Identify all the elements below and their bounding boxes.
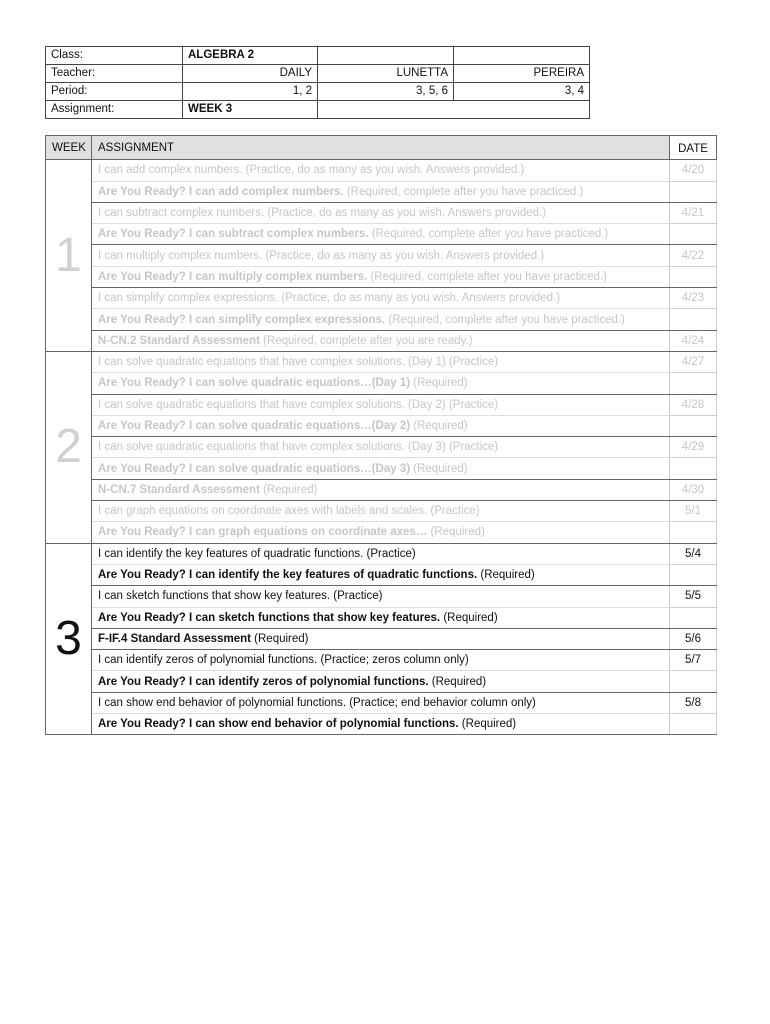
due-date bbox=[670, 415, 717, 436]
required-assignment bbox=[92, 671, 670, 692]
assignment-title: Are You Ready? I can subtract complex numbers. bbox=[98, 228, 369, 241]
table-row bbox=[46, 458, 717, 479]
assignment-title: Are You Ready? I can multiply complex numbers. bbox=[98, 270, 368, 283]
practice-assignment: I can multiply complex numbers. (Practice, do as many as you wish. Answers provided.) bbox=[92, 245, 670, 266]
due-date: 4/22 bbox=[670, 245, 717, 266]
teacher-row bbox=[46, 65, 590, 83]
due-date: 5/7 bbox=[670, 650, 717, 671]
required-assignment bbox=[92, 415, 670, 436]
required-assignment bbox=[92, 266, 670, 287]
assignment-note: (Required, complete after you have practiced.) bbox=[343, 185, 584, 198]
class-value: ALGEBRA 2 bbox=[183, 47, 318, 65]
assignment-title: Are You Ready? I can sketch functions that show key features. bbox=[98, 611, 441, 624]
assignment-title: Are You Ready? I can simplify complex expressions. bbox=[98, 313, 386, 326]
assignment-note: (Required, complete after you have practiced.) bbox=[368, 228, 609, 241]
assignment-schedule-table bbox=[45, 135, 717, 735]
assignment-note: (Required) bbox=[410, 420, 468, 432]
table-header-row bbox=[46, 136, 717, 160]
due-date: 4/29 bbox=[670, 437, 717, 458]
practice-assignment: I can solve quadratic equations that have complex solutions. (Day 3) (Practice) bbox=[92, 437, 670, 458]
due-date: 5/1 bbox=[670, 501, 717, 522]
practice-assignment: I can subtract complex numbers. (Practice, do as many as you wish. Answers provided.) bbox=[92, 202, 670, 223]
week-number: 2 bbox=[46, 351, 92, 543]
table-row bbox=[46, 394, 717, 415]
table-row bbox=[46, 351, 717, 372]
empty-cell bbox=[318, 47, 454, 65]
required-assignment bbox=[92, 330, 670, 351]
assignment-title: Are You Ready? I can solve quadratic equations…(Day 3) bbox=[98, 462, 411, 475]
due-date: 5/4 bbox=[670, 543, 717, 564]
teacher-lunetta: LUNETTA bbox=[318, 65, 454, 83]
teacher-label: Teacher: bbox=[46, 65, 183, 83]
date-column-header: DATE bbox=[670, 136, 717, 160]
assignment-label: Assignment: bbox=[46, 101, 183, 119]
practice-assignment: I can solve quadratic equations that have complex solutions. (Day 2) (Practice) bbox=[92, 394, 670, 415]
table-row bbox=[46, 522, 717, 543]
required-assignment bbox=[92, 564, 670, 585]
required-assignment bbox=[92, 607, 670, 628]
practice-assignment: I can identify zeros of polynomial functions. (Practice; zeros column only) bbox=[92, 650, 670, 671]
table-row bbox=[46, 671, 717, 692]
required-assignment bbox=[92, 224, 670, 245]
assignment-note: (Required) bbox=[250, 632, 309, 645]
period-pereira: 3, 4 bbox=[454, 83, 590, 101]
due-date bbox=[670, 373, 717, 394]
required-assignment bbox=[92, 181, 670, 202]
required-assignment bbox=[92, 628, 670, 649]
empty-cell bbox=[454, 47, 590, 65]
assignment-note: (Required) bbox=[458, 718, 517, 731]
table-row bbox=[46, 564, 717, 585]
table-row bbox=[46, 202, 717, 223]
practice-assignment: I can graph equations on coordinate axes with labels and scales. (Practice) bbox=[92, 501, 670, 522]
period-row bbox=[46, 83, 590, 101]
due-date bbox=[670, 522, 717, 543]
period-label: Period: bbox=[46, 83, 183, 101]
table-row bbox=[46, 224, 717, 245]
assignment-note: (Required, complete after you have practiced.) bbox=[385, 313, 625, 326]
due-date: 4/27 bbox=[670, 351, 717, 372]
period-lunetta: 3, 5, 6 bbox=[318, 83, 454, 101]
assignment-note: (Required) bbox=[428, 675, 487, 688]
assignment-note: (Required, complete after you are ready.) bbox=[259, 334, 473, 347]
assignment-note: (Required) bbox=[259, 483, 318, 496]
week-number: 1 bbox=[46, 160, 92, 352]
due-date bbox=[670, 224, 717, 245]
table-row bbox=[46, 501, 717, 522]
assignment-note: (Required) bbox=[440, 611, 498, 624]
due-date: 4/24 bbox=[670, 330, 717, 351]
assignment-title: N-CN.7 Standard Assessment bbox=[98, 483, 260, 496]
table-row bbox=[46, 160, 717, 181]
schedule-body bbox=[46, 160, 717, 735]
required-assignment bbox=[92, 373, 670, 394]
table-row bbox=[46, 288, 717, 309]
due-date bbox=[670, 309, 717, 330]
table-row bbox=[46, 373, 717, 394]
table-row bbox=[46, 543, 717, 564]
due-date: 5/5 bbox=[670, 586, 717, 607]
table-row bbox=[46, 245, 717, 266]
week-number: 3 bbox=[46, 543, 92, 735]
table-row bbox=[46, 628, 717, 649]
table-row bbox=[46, 415, 717, 436]
assignment-row bbox=[46, 101, 590, 119]
due-date bbox=[670, 181, 717, 202]
due-date: 4/28 bbox=[670, 394, 717, 415]
week-column-header: WEEK bbox=[46, 136, 92, 160]
assignment-title: F-IF.4 Standard Assessment bbox=[98, 632, 251, 645]
assignment-title: Are You Ready? I can solve quadratic equations…(Day 1) bbox=[98, 377, 411, 390]
assignment-title: Are You Ready? I can add complex numbers. bbox=[98, 185, 344, 198]
table-row bbox=[46, 714, 717, 735]
table-row bbox=[46, 181, 717, 202]
table-row bbox=[46, 330, 717, 351]
table-row bbox=[46, 692, 717, 713]
required-assignment bbox=[92, 458, 670, 479]
table-row bbox=[46, 479, 717, 500]
required-assignment bbox=[92, 714, 670, 735]
empty-cell bbox=[454, 101, 590, 119]
assignment-note: (Required) bbox=[427, 526, 485, 539]
due-date bbox=[670, 266, 717, 287]
assignment-title: Are You Ready? I can graph equations on coordinate axes… bbox=[98, 526, 428, 539]
assignment-note: (Required) bbox=[477, 569, 535, 582]
practice-assignment: I can add complex numbers. (Practice, do as many as you wish. Answers provided.) bbox=[92, 160, 670, 181]
practice-assignment: I can simplify complex expressions. (Practice, do as many as you wish. Answers provided.) bbox=[92, 288, 670, 309]
assignment-note: (Required) bbox=[410, 377, 468, 390]
period-daily: 1, 2 bbox=[183, 83, 318, 101]
required-assignment bbox=[92, 522, 670, 543]
due-date bbox=[670, 607, 717, 628]
table-row bbox=[46, 266, 717, 287]
assignment-title: Are You Ready? I can identify the key features of quadratic functions. bbox=[98, 569, 478, 582]
assignment-value: WEEK 3 bbox=[183, 101, 318, 119]
practice-assignment: I can show end behavior of polynomial functions. (Practice; end behavior column only) bbox=[92, 692, 670, 713]
table-row bbox=[46, 309, 717, 330]
teacher-pereira: PEREIRA bbox=[454, 65, 590, 83]
required-assignment bbox=[92, 479, 670, 500]
table-row bbox=[46, 586, 717, 607]
due-date: 5/6 bbox=[670, 628, 717, 649]
table-row bbox=[46, 607, 717, 628]
class-info-table bbox=[45, 46, 590, 119]
due-date: 4/30 bbox=[670, 479, 717, 500]
due-date: 4/20 bbox=[670, 160, 717, 181]
assignment-note: (Required, complete after you have practiced.) bbox=[367, 270, 607, 283]
assignment-title: Are You Ready? I can identify zeros of polynomial functions. bbox=[98, 675, 429, 688]
table-row bbox=[46, 437, 717, 458]
table-row bbox=[46, 650, 717, 671]
empty-cell bbox=[318, 101, 454, 119]
practice-assignment: I can identify the key features of quadratic functions. (Practice) bbox=[92, 543, 670, 564]
due-date bbox=[670, 671, 717, 692]
due-date bbox=[670, 564, 717, 585]
due-date bbox=[670, 714, 717, 735]
teacher-daily: DAILY bbox=[183, 65, 318, 83]
due-date: 4/23 bbox=[670, 288, 717, 309]
assignment-title: Are You Ready? I can solve quadratic equations…(Day 2) bbox=[98, 420, 411, 432]
due-date: 4/21 bbox=[670, 202, 717, 223]
class-label: Class: bbox=[46, 47, 183, 65]
required-assignment bbox=[92, 309, 670, 330]
assignment-title: Are You Ready? I can show end behavior of polynomial functions. bbox=[98, 718, 459, 731]
class-row bbox=[46, 47, 590, 65]
practice-assignment: I can solve quadratic equations that have complex solutions. (Day 1) (Practice) bbox=[92, 351, 670, 372]
due-date bbox=[670, 458, 717, 479]
assignment-column-header: ASSIGNMENT bbox=[92, 136, 670, 160]
due-date: 5/8 bbox=[670, 692, 717, 713]
assignment-note: (Required) bbox=[410, 462, 468, 475]
assignment-title: N-CN.2 Standard Assessment bbox=[98, 334, 260, 347]
practice-assignment: I can sketch functions that show key features. (Practice) bbox=[92, 586, 670, 607]
